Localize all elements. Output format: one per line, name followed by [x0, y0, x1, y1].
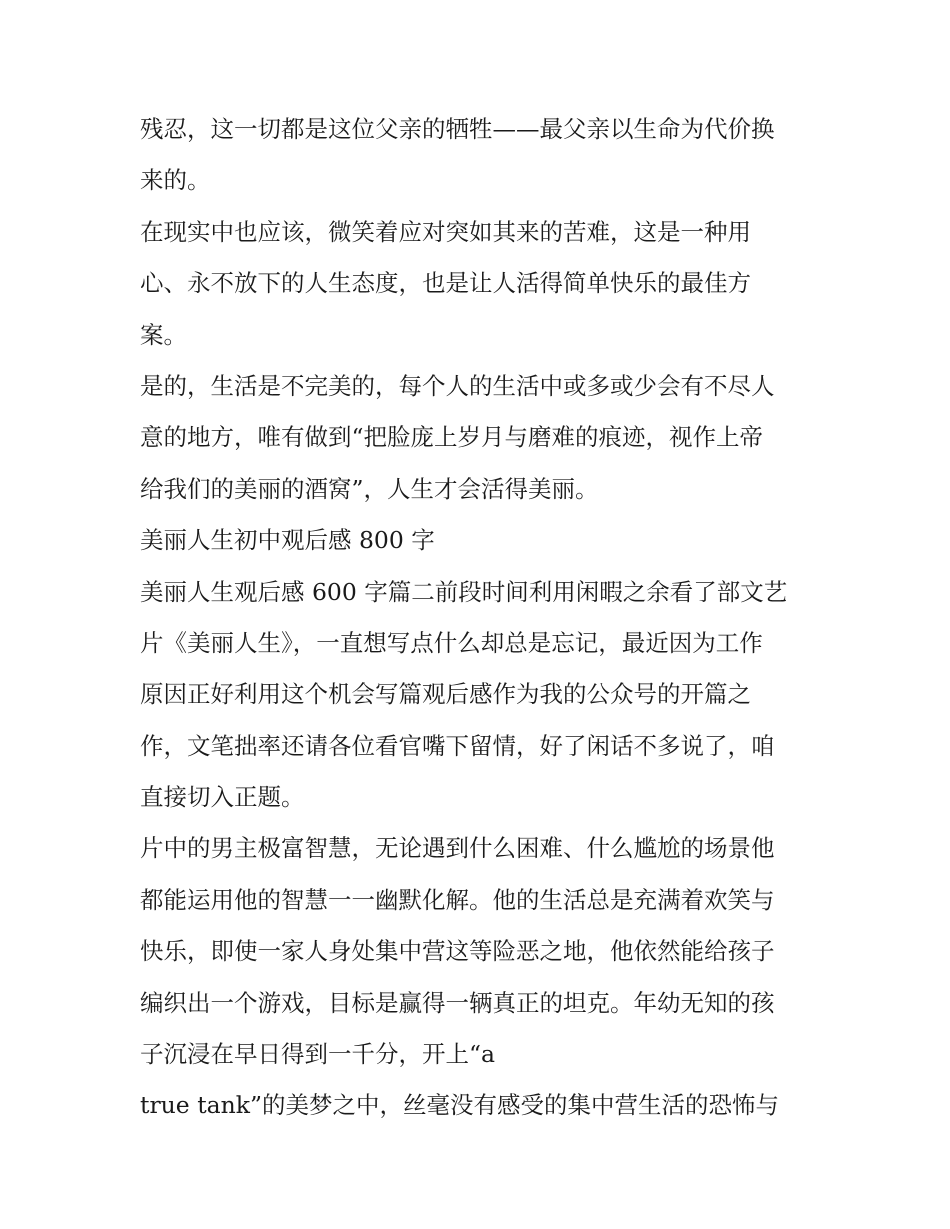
text-line: 直接切入正题。: [140, 783, 305, 812]
text-line: 案。: [140, 320, 187, 349]
text-line: 是的，生活是不完美的，每个人的生活中或多或少会有不尽人: [140, 371, 775, 400]
text-line: 原因正好利用这个机会写篇观后感作为我的公众号的开篇之: [140, 680, 751, 709]
text-line: 来的。: [140, 166, 211, 195]
text-line: 残忍，这一切都是这位父亲的牺牲——最父亲以生命为代价换: [140, 115, 775, 143]
text-line: 作，文笔拙率还请各位看官嘴下留情，好了闲话不多说了，咱: [140, 731, 775, 760]
document-body: [140, 104, 820, 1132]
text-line: 片《美丽人生》，一直想写点什么却总是忘记，最近因为工作: [140, 628, 763, 657]
text-line: 都能运用他的智慧一一幽默化解。他的生活总是充满着欢笑与: [140, 885, 775, 914]
text-line: 美丽人生观后感 600 字篇二前段时间利用闲暇之余看了部文艺: [140, 577, 788, 606]
text-line: 快乐，即使一家人身处集中营这等险恶之地，他依然能给孩子: [140, 937, 775, 966]
text-line: 在现实中也应该，微笑着应对突如其来的苦难，这是一种用: [140, 217, 751, 246]
text-line: 子沉浸在早日得到一千分，开上“a: [140, 1040, 496, 1069]
text-line: 心、永不放下的人生态度，也是让人活得简单快乐的最佳方: [140, 269, 751, 298]
text-line: 意的地方，唯有做到“把脸庞上岁月与磨难的痕迹，视作上帝: [140, 423, 764, 452]
text-line: true tank”的美梦之中，丝毫没有感受的集中营生活的恐怖与: [140, 1091, 780, 1120]
text-line: 编织出一个游戏，目标是赢得一辆真正的坦克。年幼无知的孩: [140, 988, 775, 1017]
section-heading: 美丽人生初中观后感 800 字: [140, 526, 435, 555]
text-line: 给我们的美丽的酒窝”，人生才会活得美丽。: [140, 474, 599, 503]
text-line: 片中的男主极富智慧，无论遇到什么困难、什么尴尬的场景他: [140, 834, 775, 863]
